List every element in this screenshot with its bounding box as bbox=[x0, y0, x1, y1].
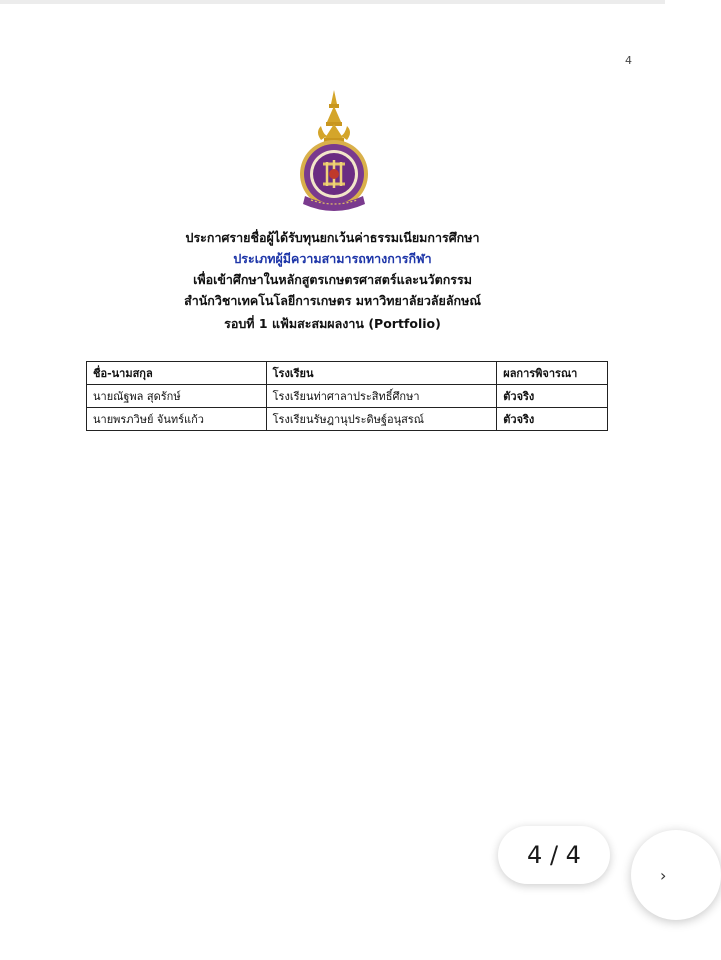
header-name: ชื่อ-นามสกุล bbox=[87, 362, 267, 385]
cell-name: นายพรภวิษย์ จันทร์แก้ว bbox=[87, 408, 267, 431]
table-header-row bbox=[87, 362, 608, 385]
next-page-button[interactable] bbox=[631, 830, 721, 920]
page-indicator: 4 / 4 bbox=[498, 826, 610, 884]
page-number: 4 bbox=[625, 54, 632, 67]
cell-name: นายณัฐพล สุดรักษ์ bbox=[87, 385, 267, 408]
announcement-round: รอบที่ 1 แฟ้มสะสมผลงาน (Portfolio) bbox=[224, 316, 441, 331]
announcement-title: ประกาศรายชื่อผู้ได้รับทุนยกเว้นค่าธรรมเนียมการศึกษา bbox=[185, 230, 480, 245]
cell-result: ตัวจริง bbox=[497, 408, 608, 431]
cell-school: โรงเรียนรัษฎานุประดิษฐ์อนุสรณ์ bbox=[266, 408, 497, 431]
cell-result: ตัวจริง bbox=[497, 385, 608, 408]
announcement-category: ประเภทผู้มีความสามารถทางการกีฬา bbox=[233, 251, 432, 266]
header-school: โรงเรียน bbox=[266, 362, 497, 385]
university-seal-icon bbox=[291, 88, 377, 212]
table-row bbox=[87, 385, 608, 408]
announcement-program: เพื่อเข้าศึกษาในหลักสูตรเกษตรศาสตร์และนวัตกรรม bbox=[193, 272, 472, 287]
table-row bbox=[87, 408, 608, 431]
document-page bbox=[0, 4, 665, 960]
results-table bbox=[86, 361, 608, 431]
chevron-right-icon: › bbox=[660, 866, 667, 885]
announcement-institution: สำนักวิชาเทคโนโลยีการเกษตร มหาวิทยาลัยวลัยลักษณ์ bbox=[184, 293, 481, 308]
header-result: ผลการพิจารณา bbox=[497, 362, 608, 385]
cell-school: โรงเรียนท่าศาลาประสิทธิ์ศึกษา bbox=[266, 385, 497, 408]
